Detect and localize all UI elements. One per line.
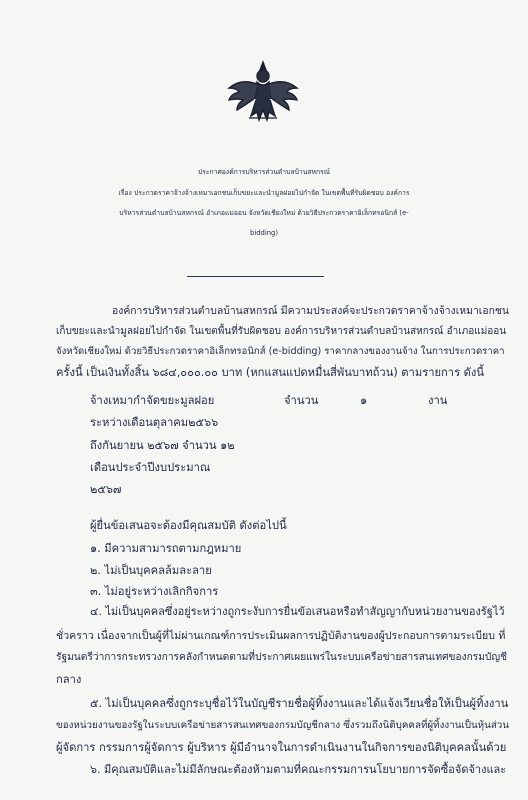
item-unit: งาน (428, 394, 448, 407)
paragraph1-line2: เก็บขยะและนำมูลฝอยไปกำจัด ในเขตพื้นที่รับผิดชอบ องค์การบริหารส่วนตำบลบ้านสหกรณ์ อำเภอแม่ออน (56, 326, 507, 337)
qualification-3: ๓. ไม่อยู่ระหว่างเลิกกิจการ (90, 585, 219, 598)
subject-line-1: เรื่อง ประกวดราคาจ้างจ้างเหมาเอกชนเก็บขยะและนำมูลฝอยไปกำจัด ในเขตพื้นที่รับผิดชอบ องค์การ (118, 189, 410, 197)
qualification-5-line1: ๕. ไม่เป็นบุคคลซึ่งถูกระบุชื่อไว้ในบัญชีรายชื่อผู้ทิ้งงานและได้แจ้งเวียนชื่อให้เป็นผู้ทิ้งงาน (90, 697, 509, 710)
qualification-2: ๒. ไม่เป็นบุคคลล้มละลาย (90, 564, 212, 577)
qualification-5-line2: ของหน่วยงานของรัฐในระบบเครือข่ายสารสนเทศของกรมบัญชีกลาง ซึ่งรวมถึงนิติบุคคลที่ผู้ทิ้งงานเป็นหุ้นส่วน (56, 720, 509, 731)
qualification-1: ๑. มีความสามารถตามกฎหมาย (90, 542, 242, 555)
garuda-emblem-icon (223, 58, 303, 124)
qualification-heading: ผู้ยื่นข้อเสนอจะต้องมีคุณสมบัติ ดังต่อไปนี้ (90, 519, 287, 532)
paragraph1-line1: องค์การบริหารส่วนตำบลบ้านสหกรณ์ มีความประสงค์จะประกวดราคาจ้างจ้างเหมาเอกชน (112, 305, 510, 317)
qualification-4-line2: ชั่วคราว เนื่องจากเป็นผู้ที่ไม่ผ่านเกณฑ์การประเมินผลการปฏิบัติงานของผู้ประกอบการตามระเบียบ ที่ (56, 630, 506, 642)
item-name-line2: ระหว่างเดือนตุลาคม๒๕๖๖ (90, 416, 219, 429)
item-quantity-label: จำนวน (284, 394, 319, 407)
paragraph1-line4: ครั้งนี้ เป็นเงินทั้งสิ้น ๖๘๔,๐๐๐.๐๐ บาท (หกแสนแปดหมื่นสี่พันบาทถ้วน) ตามรายการ ดังนี้ (56, 366, 485, 379)
paragraph1-line3: จังหวัดเชียงใหม่ ด้วยวิธีประกวดราคาอิเล็กทรอนิกส์ (e-bidding) ราคากลางของงานจ้าง ในการประกวดราคา (56, 346, 505, 357)
divider-line (187, 276, 324, 277)
qualification-6-line1: ๖. มีคุณสมบัติและไม่มีลักษณะต้องห้ามตามที่คณะกรรมการนโยบายการจัดซื้อจัดจ้างและ (90, 763, 507, 776)
qualification-4-line3: รัฐมนตรีว่าการกระทรวงการคลังกำหนดตามที่ประกาศเผยแพร่ในระบบเครือข่ายสารสนเทศของกรมบัญชี (56, 652, 508, 663)
document-title: ประกาศองค์การบริหารส่วนตำบลบ้านสหกรณ์ (197, 168, 331, 176)
item-name-line5: ๒๕๖๗ (90, 483, 122, 496)
qualification-4-line1: ๔. ไม่เป็นบุคคลซึ่งอยู่ระหว่างถูกระงับการยื่นข้อเสนอหรือทำสัญญากับหน่วยงานของรัฐไว้ (90, 605, 505, 618)
item-name-line1: จ้างเหมากำจัดขยะมูลฝอย (90, 394, 215, 407)
item-name-line3: ถึงกันยายน ๒๕๖๗ จำนวน ๑๒ (90, 439, 235, 452)
qualification-5-line3: ผู้จัดการ กรรมการผู้จัดการ ผู้บริหาร ผู้มีอำนาจในการดำเนินงานในกิจการของนิติบุคคลนั้นด้วย (56, 741, 507, 754)
qualification-4-line4: กลาง (56, 673, 82, 686)
item-name-line4: เดือนประจำปีงบประมาณ (90, 461, 211, 474)
item-quantity-value: ๑ (360, 394, 368, 407)
subject-line-3: bidding) (250, 229, 278, 237)
subject-line-2: บริหารส่วนตำบลบ้านสหกรณ์ อำเภอแม่ออน จังหวัดเชียงใหม่ ด้วยวิธีประกวดราคาอิเล็กทรอนิกส์ (e- (119, 209, 409, 217)
